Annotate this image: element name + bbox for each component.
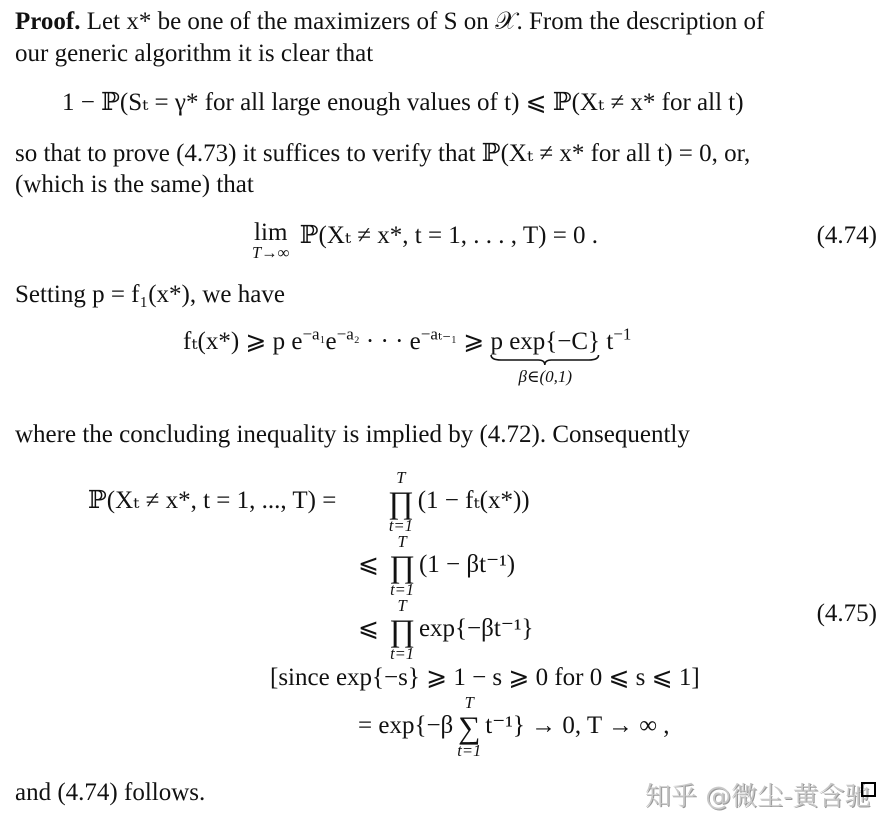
upper-limit: T [397, 532, 407, 551]
text: ⩾ [456, 328, 491, 355]
equation-4-74 [248, 220, 895, 262]
text: t [600, 328, 614, 355]
lower-limit: t=1 [390, 579, 415, 599]
equation-body: ℙ(Xₜ ≠ x*, t = 1, . . . , T) = 0 . [293, 222, 599, 249]
equation-number-4-75: (4.75) [816, 600, 877, 627]
equation-probability-bound: 1 − ℙ(Sₜ = γ* for all large enough values of t) ⩽ ℙ(Xₜ ≠ x* for all t) [62, 89, 744, 116]
eq475-lhs: ℙ(Xₜ ≠ x*, t = 1, ..., T) = [88, 487, 337, 514]
eq475-row-3 [358, 598, 534, 662]
text: Let x* be one of the maximizers of S on 𝒳. From the description of [80, 8, 765, 35]
lim-subscript: T→∞ [252, 243, 290, 262]
text: (1 − fₜ(x*)) [417, 486, 530, 514]
product-symbol: ∏ [388, 484, 414, 520]
upper-limit: T [396, 468, 406, 487]
text: ⩽ [358, 550, 386, 578]
underbrace-icon [490, 354, 600, 366]
text: t⁻¹} → 0, T → ∞ , [485, 711, 670, 739]
proof-line-7: and (4.74) follows. [15, 779, 206, 806]
proof-label: Proof. [15, 8, 81, 35]
upper-limit: T [397, 596, 407, 615]
proof-line-5: Setting p = f₁(x*), we have [15, 281, 285, 308]
text: fₜ(x*) ⩾ p e [183, 328, 303, 355]
product-symbol: ∏ [389, 548, 415, 584]
eq475-row-2 [358, 534, 515, 598]
product-symbol: ∏ [389, 612, 415, 648]
brace-label: β∈(0,1) [518, 367, 573, 386]
limit-operator [252, 220, 289, 262]
text: ⩽ [358, 614, 386, 642]
equation-number: (4.74) [816, 222, 877, 249]
watermark: 知乎 @微尘-黄含驰 [645, 782, 871, 812]
text: p exp{−C} [490, 328, 601, 355]
proof-line-1 [15, 9, 764, 34]
exponent: −a₂ [336, 324, 360, 344]
product-operator [388, 470, 414, 534]
eq475-row-5 [358, 695, 670, 759]
upper-limit: T [464, 693, 474, 712]
lower-limit: t=1 [457, 740, 482, 760]
lower-limit: t=1 [388, 515, 413, 535]
eq475-row-1 [384, 470, 530, 534]
product-operator [389, 534, 415, 598]
lim-text: lim [254, 219, 288, 246]
text: = exp{−β [358, 711, 454, 739]
sum-operator [457, 695, 481, 759]
qed-box-icon [861, 782, 876, 797]
text: (1 − βt⁻¹) [418, 550, 516, 578]
sum-symbol: ∑ [458, 709, 481, 745]
text: e [325, 328, 337, 355]
eq475-since-note: [since exp{−s} ⩾ 1 − s ⩾ 0 for 0 ⩽ s ⩽ 1] [270, 664, 700, 691]
equation-f-t-bound [183, 324, 632, 386]
text: exp{−βt⁻¹} [418, 614, 534, 642]
exponent: −aₜ₋₁ [420, 324, 457, 344]
proof-line-6: where the concluding inequality is implied by (4.72). Consequently [15, 421, 690, 448]
product-operator [389, 598, 415, 662]
lower-limit: t=1 [390, 643, 415, 663]
proof-line-3: so that to prove (4.73) it suffices to verify that ℙ(Xₜ ≠ x* for all t) = 0, or, [15, 140, 751, 167]
proof-line-4: (which is the same) that [15, 171, 254, 198]
underbrace-group [490, 329, 600, 385]
exponent: −a₁ [302, 324, 326, 344]
text: · · · e [359, 328, 421, 355]
proof-line-2: our generic algorithm it is clear that [15, 40, 374, 67]
exponent: −1 [613, 324, 632, 344]
